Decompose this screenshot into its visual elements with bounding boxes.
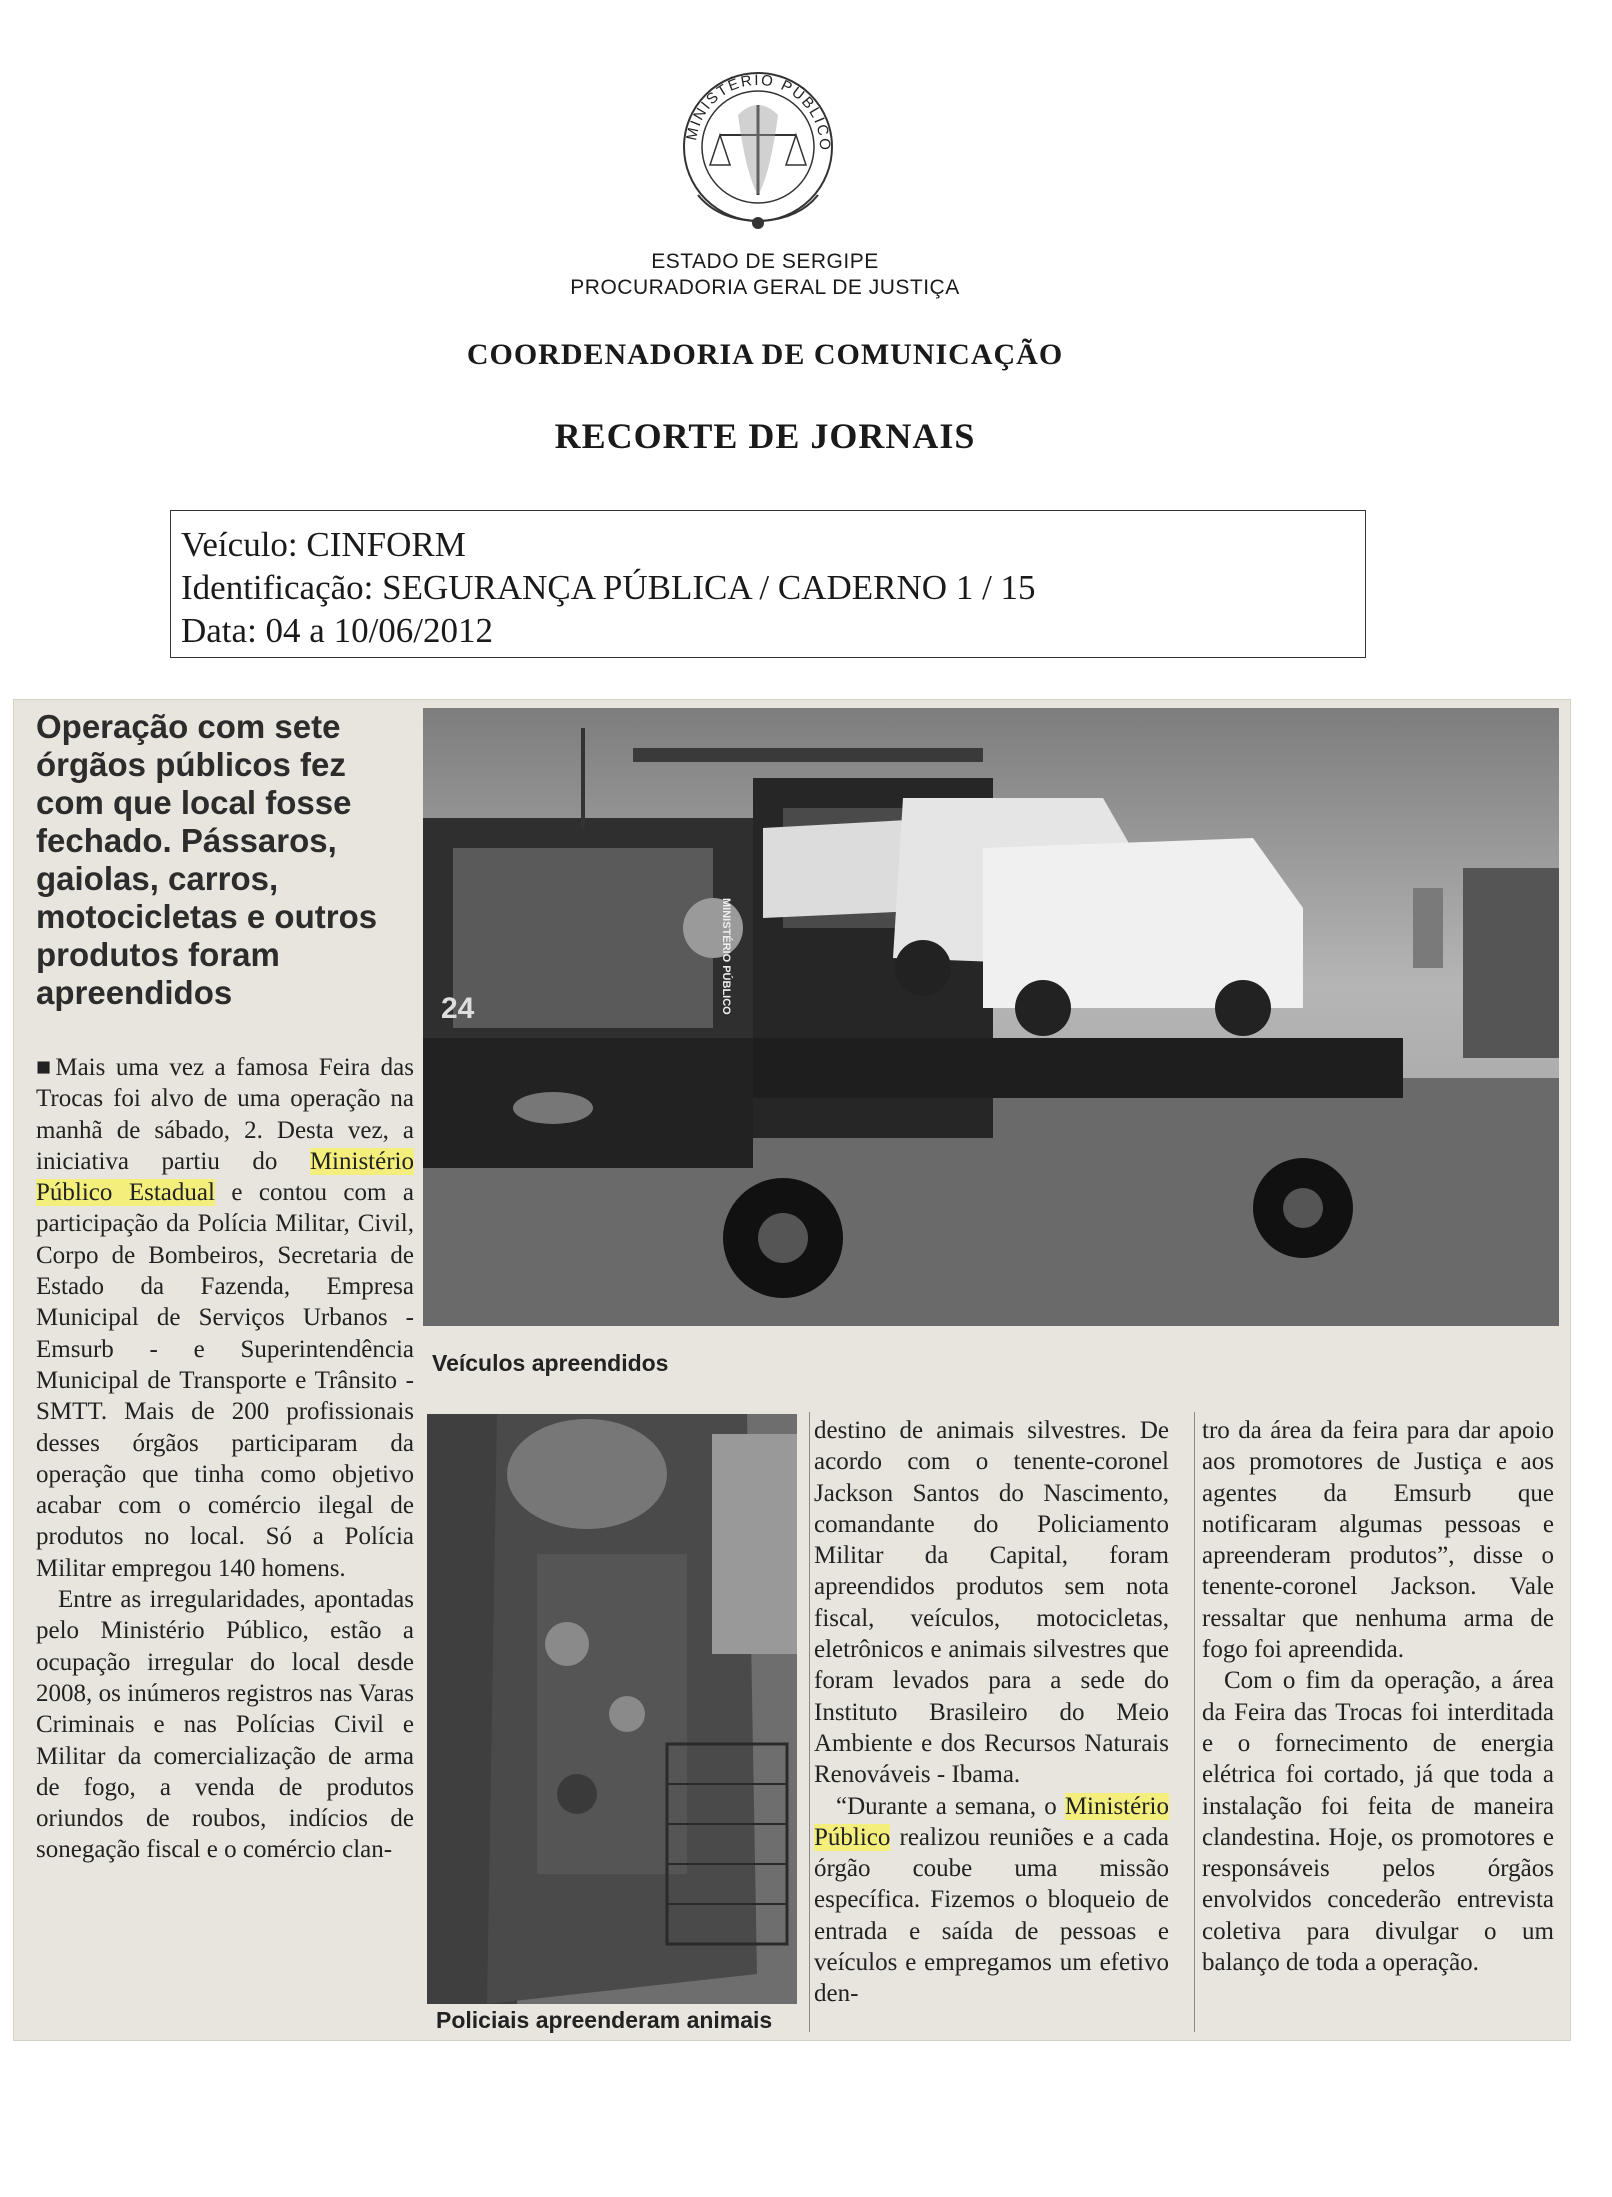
highlighted-text: Ministério Público (814, 1792, 1169, 1851)
article-column-3 (814, 1415, 1169, 2010)
info-vehicle: Veículo: CINFORM (181, 525, 466, 564)
article-paragraph: tro da área da feira para dar apoio aos promotores de Justiça e aos agentes da Emsurb que notificaram algumas pessoas e apreenderam produtos”, disse o tenente-coronel Jackson. Vale ressaltar que nenhuma arma de fogo foi apreendida. (1202, 1417, 1554, 1664)
photo-caption: Policiais apreenderam animais (436, 2007, 773, 2033)
photo-seized-vehicles (423, 708, 1559, 1326)
header-department: COORDENADORIA DE COMUNICAÇÃO (466, 338, 1064, 371)
truck-door-text: MINISTÉRIO PÚBLICO (720, 898, 732, 1015)
header-office: PROCURADORIA GERAL DE JUSTIÇA (570, 276, 960, 299)
seal-logo (658, 55, 858, 235)
photo-caption: Veículos apreendidos (432, 1350, 669, 1376)
article-paragraph: Com o fim da operação, a área da Feira das Trocas foi interditada e o fornecimento de energia elétrica foi cortado, já que toda a instalação foi feita de maneira clandestina. Hoje, os promotores e responsáveis pelos órgãos envolvidos concederão entrevista coletiva para divulgar o um balanço de toda a operação. (1202, 1667, 1554, 1977)
truck-number: 24 (441, 992, 475, 1025)
article-paragraph: destino de animais silvestres. De acordo com o tenente-coronel Jackson Santos do Nascimento, comandante do Policiamento Militar da Capital, foram apreendidos produtos sem nota fiscal, veículos, motocicletas, eletrônicos e animais silvestres que foram levados para a sede do Instituto Brasileiro do Meio Ambiente e dos Recursos Naturais Renováveis - Ibama. (814, 1417, 1169, 1789)
bullet-icon: ■ (36, 1054, 56, 1081)
article-deck: Operação com sete órgãos públicos fez com que local fosse fechado. Pássaros, gaiolas, carros, motocicletas e outros produtos foram apreendidos (36, 708, 378, 1011)
header-state: ESTADO DE SERGIPE (651, 250, 879, 273)
column-divider (1194, 1412, 1195, 2032)
info-identification: Identificação: SEGURANÇA PÚBLICA / CADERNO 1 / 15 (181, 568, 1036, 607)
article-column-4 (1202, 1415, 1554, 1978)
article-paragraph: Entre as irregularidades, apontadas pelo Ministério Público, estão a ocupação irregular do local desde 2008, os inúmeros registros nas Varas Criminais e nas Polícias Civil e Militar da comercialização de arma de fogo, a venda de produtos oriundos de roubos, indícios de sonegação fiscal e o comércio clan- (36, 1586, 414, 1864)
info-date: Data: 04 a 10/06/2012 (181, 611, 494, 650)
clipping-info-box (170, 510, 1366, 658)
article-column-1 (36, 1052, 414, 1866)
svg-text:MINISTÉRIO PÚBLICO: MINISTÉRIO PÚBLICO (683, 71, 834, 153)
article-paragraph: “Durante a semana, o Ministério Público realizou reuniões e a cada órgão coube uma missão específica. Fizemos o bloqueio de entrada e saída de pessoas e veículos e empregamos um efetivo den- (814, 1792, 1169, 2008)
column-divider (809, 1412, 810, 2032)
photo-police-animals (427, 1414, 797, 2004)
article-paragraph: ■Mais uma vez a famosa Feira das Trocas foi alvo de uma operação na manhã de sábado, 2. Desta vez, a iniciativa partiu do Ministério Público Estadual e contou com a participação da Polícia Militar, Civil, Corpo de Bombeiros, Secretaria de Estado da Fazenda, Empresa Municipal de Serviços Urbanos - Emsurb - e Superintendência Municipal de Transporte e Trânsito - SMTT. Mais de 200 profissionais desses órgãos participaram da operação que tinha como objetivo acabar com o comércio ilegal de produtos no local. Só a Polícia Militar empregou 140 homens. (36, 1054, 415, 1582)
page-title: RECORTE DE JORNAIS (554, 416, 976, 456)
newspaper-clipping (14, 700, 1570, 2040)
highlighted-text: Ministério Público Estadual (36, 1147, 414, 1207)
